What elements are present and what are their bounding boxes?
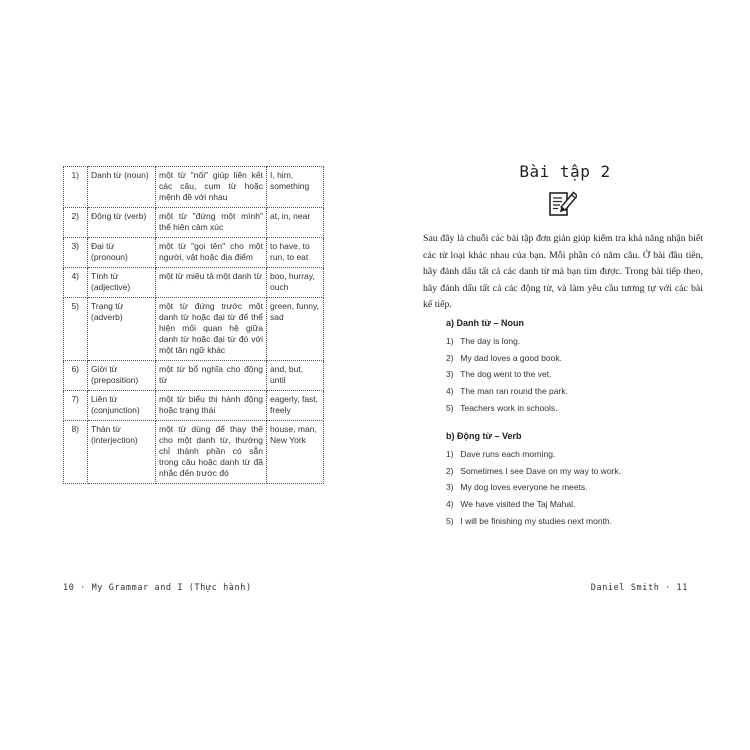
row-number: 8) (64, 421, 88, 484)
definition-cell: một từ dùng để thay thế cho một danh từ, thường chỉ thành phần có sẵn trong câu hoặc danh từ đã nhắc đến trước đó (156, 421, 267, 484)
row-number: 6) (64, 361, 88, 391)
table-row (64, 238, 324, 268)
table-row (64, 421, 324, 484)
exercise-title: Bài tập 2 (519, 162, 611, 181)
list-item: 1) Dave runs each morning. (446, 449, 556, 459)
section-a-list (446, 335, 568, 418)
table-row (64, 361, 324, 391)
definition-cell: một từ "gọi tên" cho một người, vật hoặc địa điểm (156, 238, 267, 268)
list-item: 4) We have visited the Taj Mahal. (446, 499, 576, 510)
definition-cell: một từ biểu thị hành động hoặc trạng thái (156, 391, 267, 421)
list-item: 5) I will be finishing my studies next month. (446, 515, 613, 526)
definition-cell: một từ đứng trước một danh từ hoặc đại từ để thể hiện mối quan hệ giữa danh từ hoặc đại từ đó với một tân ngữ khác (156, 298, 267, 361)
table-row (64, 208, 324, 238)
term-cell: Giới từ (preposition) (88, 361, 156, 391)
table-row (64, 167, 324, 208)
examples-cell: boo, hurray, ouch (267, 268, 324, 298)
definition-cell: một từ bổ nghĩa cho động từ (156, 361, 267, 391)
footer-left: 10 · My Grammar and I (Thực hành) (63, 583, 252, 593)
table-row (64, 391, 324, 421)
list-item: 2) My dad loves a good book. (446, 352, 562, 363)
examples-cell: house, man, New York (267, 421, 324, 484)
term-cell: Đại từ (pronoun) (88, 238, 156, 268)
examples-cell: to have, to run, to eat (267, 238, 324, 268)
row-number: 3) (64, 238, 88, 268)
term-cell: Liên từ (conjunction) (88, 391, 156, 421)
list-item: 2) Sometimes I see Dave on my way to work. (446, 465, 621, 476)
list-item: 4) The man ran round the park. (446, 386, 568, 397)
row-number: 4) (64, 268, 88, 298)
parts-of-speech-table (63, 166, 324, 484)
definition-cell: một từ miêu tả một danh từ (156, 268, 267, 298)
examples-cell: I, him, something (267, 167, 324, 208)
table-row (64, 268, 324, 298)
table-row (64, 298, 324, 361)
term-cell: Động từ (verb) (88, 208, 156, 238)
term-cell: Trạng từ (adverb) (88, 298, 156, 361)
exercise-intro: Sau đây là chuỗi các bài tập đơn giản giúp kiểm tra khả năng nhận biết các từ loại khác nhau của bạn. Mỗi phần có năm câu. Ở bài đầu tiên, hãy đánh dấu tất cả các danh từ mà bạn tìm được. Trong bài tiếp theo, hãy đánh dấu tất cả các động từ, và làm yêu cầu tương tự với các bài kế tiếp. (423, 233, 703, 311)
section-a-heading: a) Danh từ – Noun (446, 318, 525, 328)
list-item: 3) My dog loves everyone he meets. (446, 482, 588, 493)
row-number: 2) (64, 208, 88, 238)
examples-cell: at, in, near (267, 208, 324, 238)
definition-cell: một từ "đứng một mình" thể hiện cảm xúc (156, 208, 267, 238)
examples-cell: and, but, until (267, 361, 324, 391)
term-cell: Danh từ (noun) (88, 167, 156, 208)
row-number: 1) (64, 167, 88, 208)
definition-cell: một từ "nối" giúp liên kết các câu, cụm từ hoặc mệnh đề với nhau (156, 167, 267, 208)
section-b-list (446, 448, 621, 531)
list-item: 5) Teachers work in schools. (446, 402, 558, 413)
footer-right: Daniel Smith · 11 (590, 583, 688, 593)
section-b-heading: b) Động từ – Verb (446, 431, 522, 441)
row-number: 7) (64, 391, 88, 421)
list-item: 1) The day is long. (446, 336, 521, 346)
list-item: 3) The dog went to the vet. (446, 369, 552, 380)
examples-cell: green, funny, sad (267, 298, 324, 361)
examples-cell: eagerly, fast, freely (267, 391, 324, 421)
term-cell: Thán từ (interjection) (88, 421, 156, 484)
term-cell: Tính từ (adjective) (88, 268, 156, 298)
notepad-pencil-icon (547, 189, 577, 219)
row-number: 5) (64, 298, 88, 361)
